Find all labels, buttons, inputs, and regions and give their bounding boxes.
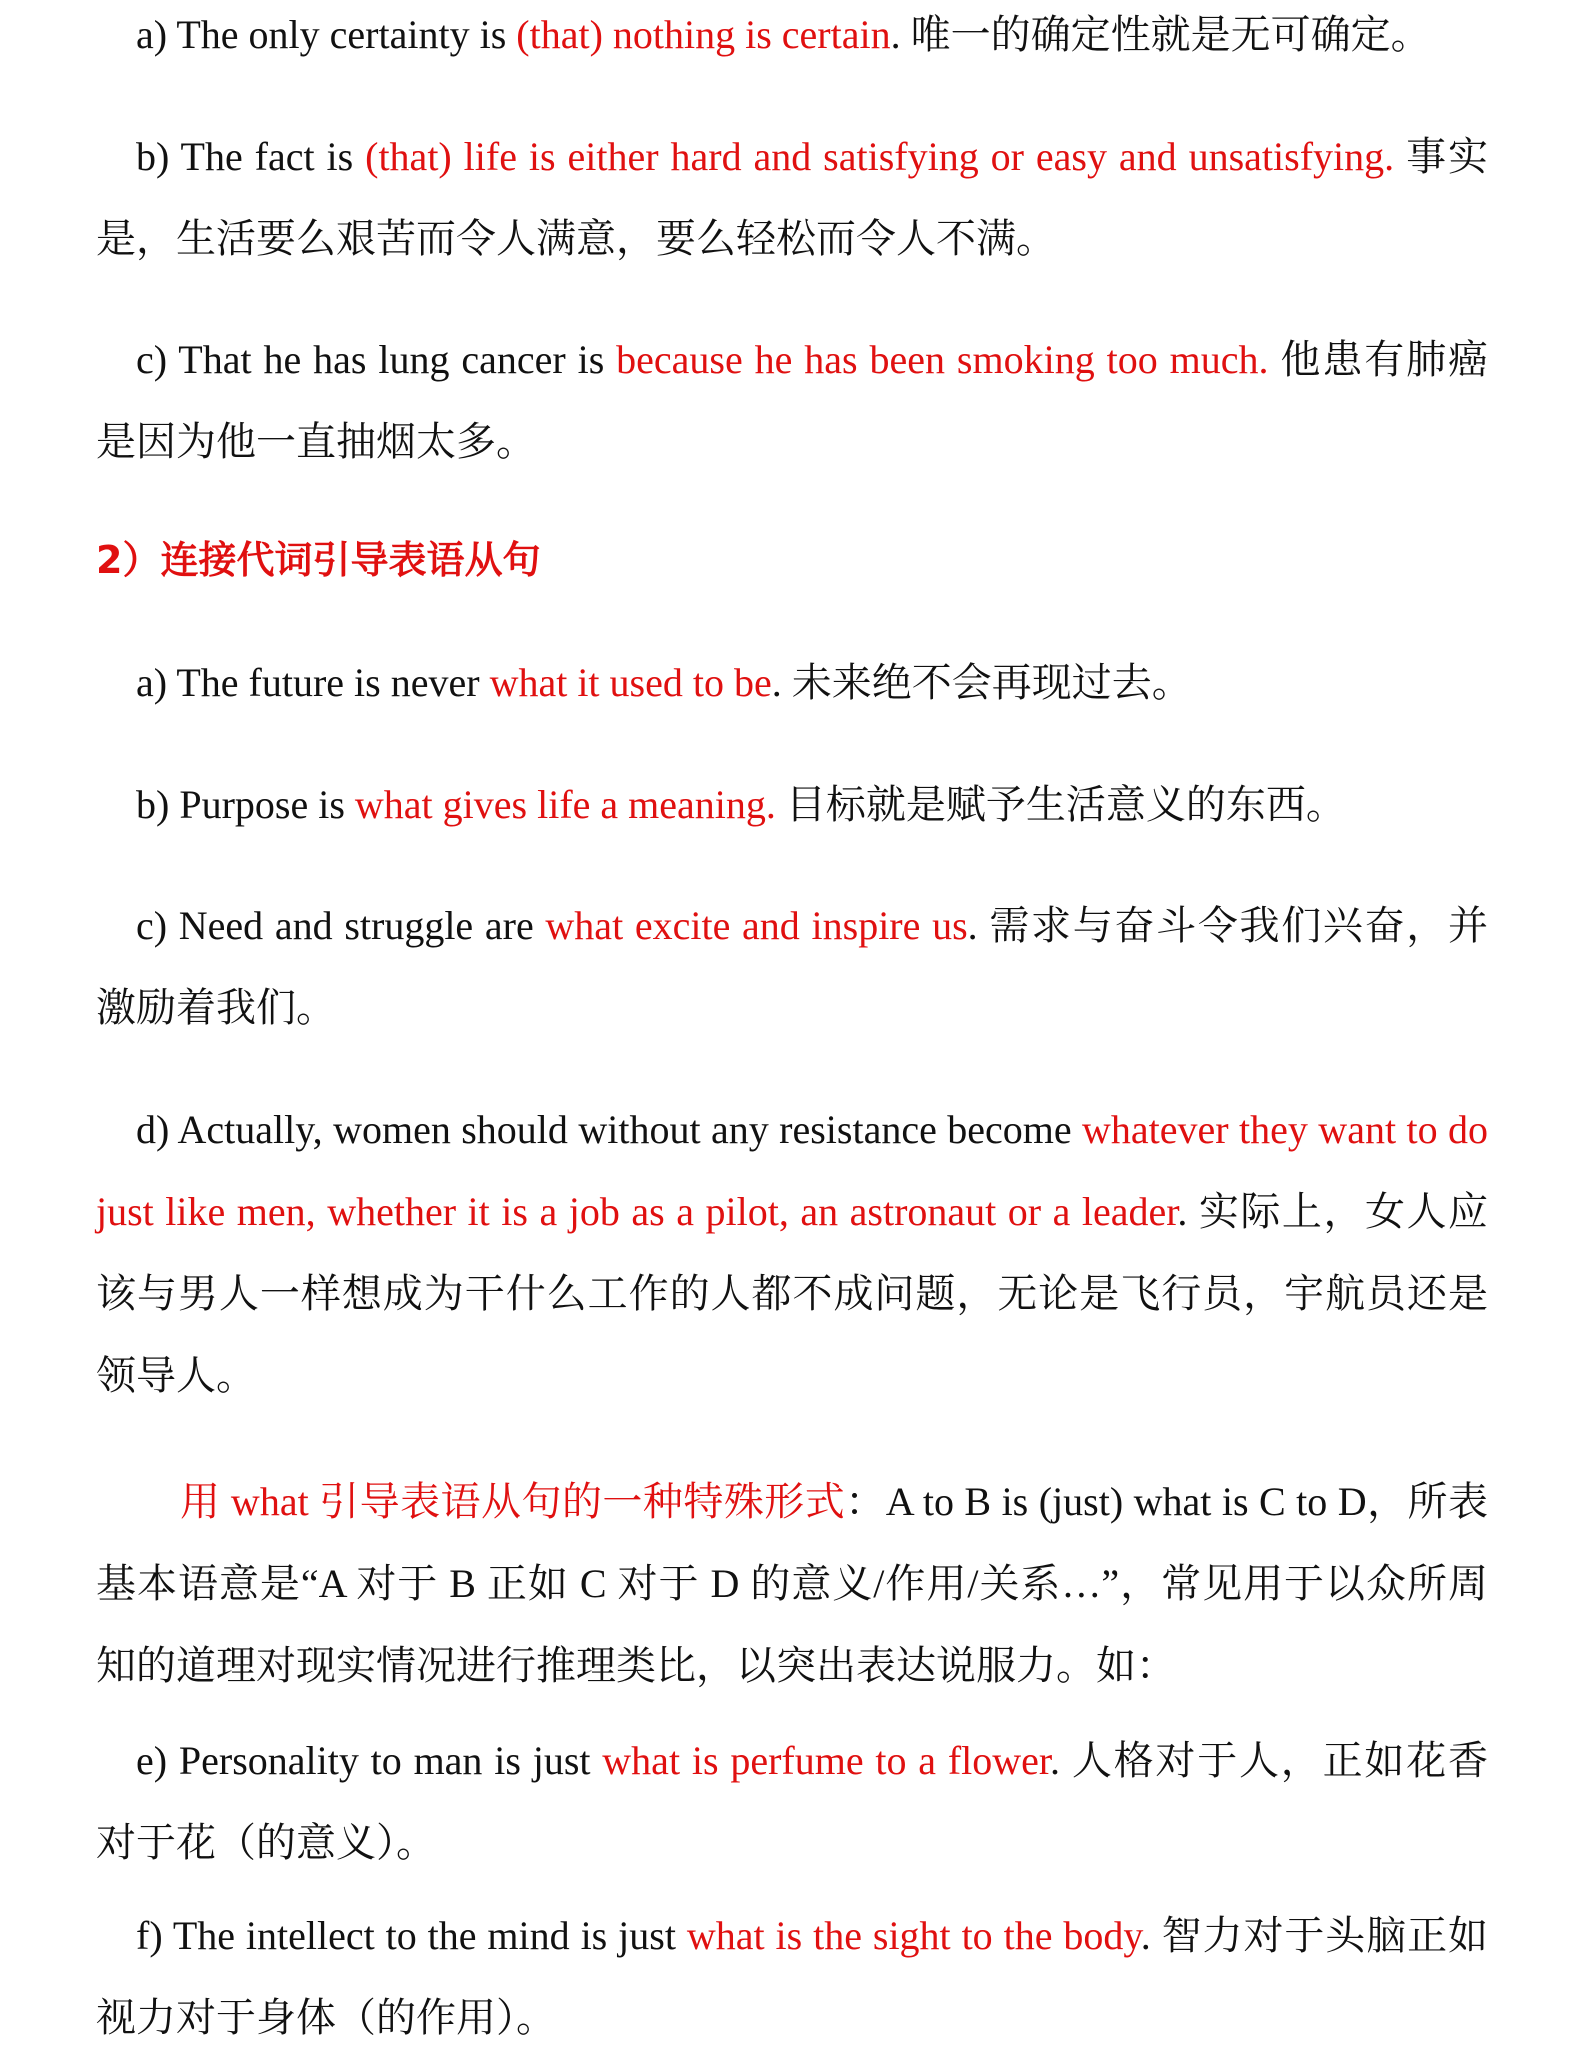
item-label: f) — [136, 1913, 163, 1958]
example-2a — [96, 642, 1488, 724]
item-label: b) — [136, 782, 170, 827]
example-1c — [96, 319, 1488, 483]
translation-text: . 实际上，女人应该与男人一样想成为干什么工作的人都不成问题，无论是飞行员，宇航员还是领导人。 — [96, 1189, 1489, 1398]
highlighted-clause: whatever they want to do just like men, whether it is a job as a pilot, an astronaut or a leader — [96, 1107, 1488, 1234]
translation-text: . 未来绝不会再现过去。 — [771, 660, 1192, 705]
english-text: That he has lung cancer is — [167, 337, 617, 382]
special-form-note — [96, 1461, 1488, 1707]
translation-text: . 人格对于人，正如花香对于花（的意义）。 — [96, 1738, 1488, 1865]
example-1b — [96, 116, 1488, 280]
item-label: e) — [136, 1738, 168, 1783]
english-text: The fact is — [169, 134, 366, 179]
item-label: b) — [136, 134, 170, 179]
example-1a — [96, 0, 1488, 76]
highlighted-clause: what is perfume to a flower — [602, 1738, 1051, 1783]
example-3f — [96, 1895, 1488, 2059]
highlighted-clause: what excite and inspire us — [545, 903, 968, 948]
section-heading: 2）连接代词引导表语从句 — [96, 538, 541, 582]
translation-text: 他患有肺癌是因为他一直抽烟太多。 — [96, 337, 1489, 464]
highlighted-clause: what it used to be — [489, 660, 772, 705]
example-2b — [96, 764, 1488, 846]
translation-text: . 智力对于头脑正如视力对于身体（的作用）。 — [96, 1913, 1488, 2040]
english-text: Personality to man is just — [167, 1738, 603, 1783]
english-text: The future is never — [167, 660, 490, 705]
english-text: The only certainty is — [167, 12, 517, 57]
note-highlight: 用 what 引导表语从句的一种特殊形式 — [180, 1479, 846, 1524]
highlighted-clause: what gives life a meaning. — [354, 782, 776, 827]
item-label: c) — [136, 337, 168, 382]
english-text: The intellect to the mind is just — [162, 1913, 687, 1958]
item-label: a) — [136, 660, 168, 705]
highlighted-clause: what is the sight to the body — [686, 1913, 1141, 1958]
english-text: Need and struggle are — [167, 903, 546, 948]
highlighted-clause: (that) nothing is certain — [516, 12, 891, 57]
item-label: a) — [136, 12, 168, 57]
english-text: Purpose is — [169, 782, 355, 827]
english-text: Actually, women should without any resistance become — [169, 1107, 1083, 1152]
highlighted-clause: because he has been smoking too much. — [616, 337, 1269, 382]
translation-text: . 唯一的确定性就是无可确定。 — [890, 12, 1431, 57]
item-label: d) — [136, 1107, 170, 1152]
translation-text: 事实是，生活要么艰苦而令人满意，要么轻松而令人不满。 — [96, 134, 1488, 261]
example-2c — [96, 885, 1488, 1049]
item-label: c) — [136, 903, 168, 948]
note-text: ：A to B is (just) what is C to D，所表基本语意是“A 对于 B 正如 C 对于 D 的意义/作用/关系…”，常见用于以众所周知的道理对现实情况进行推理类比，以突出表达说服力。如： — [96, 1479, 1488, 1688]
highlighted-clause: (that) life is either hard and satisfying or easy and unsatisfying. — [365, 134, 1395, 179]
example-3e — [96, 1720, 1488, 1884]
translation-text: 目标就是赋予生活意义的东西。 — [775, 782, 1346, 827]
translation-text: . 需求与奋斗令我们兴奋，并激励着我们。 — [96, 903, 1489, 1030]
example-2d — [96, 1089, 1488, 1417]
